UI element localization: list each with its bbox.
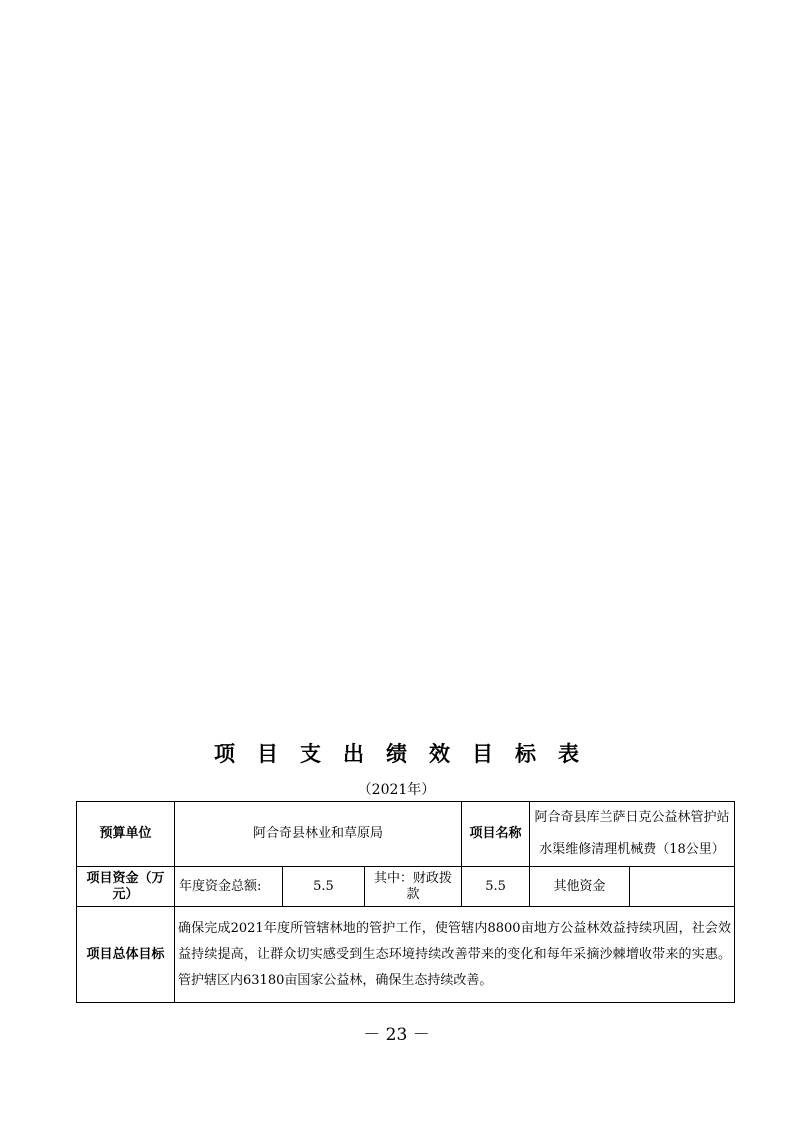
page-number: － 23 － bbox=[363, 1025, 430, 1045]
goal-label: 项目总体目标 bbox=[77, 907, 175, 1003]
goal-text: 确保完成2021年度所管辖林地的管护工作，使管辖内8800亩地方公益林效益持续巩固，社会效益持续提高，让群众切实感受到生态环境持续改善带来的变化和每年采摘沙棘增收带来的实惠。管护辖区内63180亩国家公益林，确保生态持续改善。 bbox=[175, 907, 735, 1003]
annual-total-value: 5.5 bbox=[283, 867, 365, 907]
other-funds-value bbox=[630, 867, 735, 907]
performance-goal-table bbox=[76, 801, 735, 1003]
table-row bbox=[77, 867, 735, 907]
funds-label: 项目资金（万元） bbox=[77, 867, 175, 907]
budget-unit-label: 预算单位 bbox=[77, 802, 175, 867]
annual-total-label: 年度资金总额: bbox=[175, 867, 283, 907]
other-funds-label: 其他资金 bbox=[530, 867, 630, 907]
budget-unit-value: 阿合奇县林业和草原局 bbox=[175, 802, 462, 867]
fiscal-value: 5.5 bbox=[462, 867, 530, 907]
project-name-value: 阿合奇县库兰萨日克公益林管护站水渠维修清理机械费（18公里） bbox=[530, 802, 735, 867]
table-row bbox=[77, 907, 735, 1003]
year-subtitle: （2021年） bbox=[357, 782, 436, 798]
fiscal-label: 其中：财政拨款 bbox=[365, 867, 462, 907]
table-row bbox=[77, 802, 735, 867]
project-name-label: 项目名称 bbox=[462, 802, 530, 867]
page-title: 项目支出绩效目标表 bbox=[214, 742, 601, 766]
